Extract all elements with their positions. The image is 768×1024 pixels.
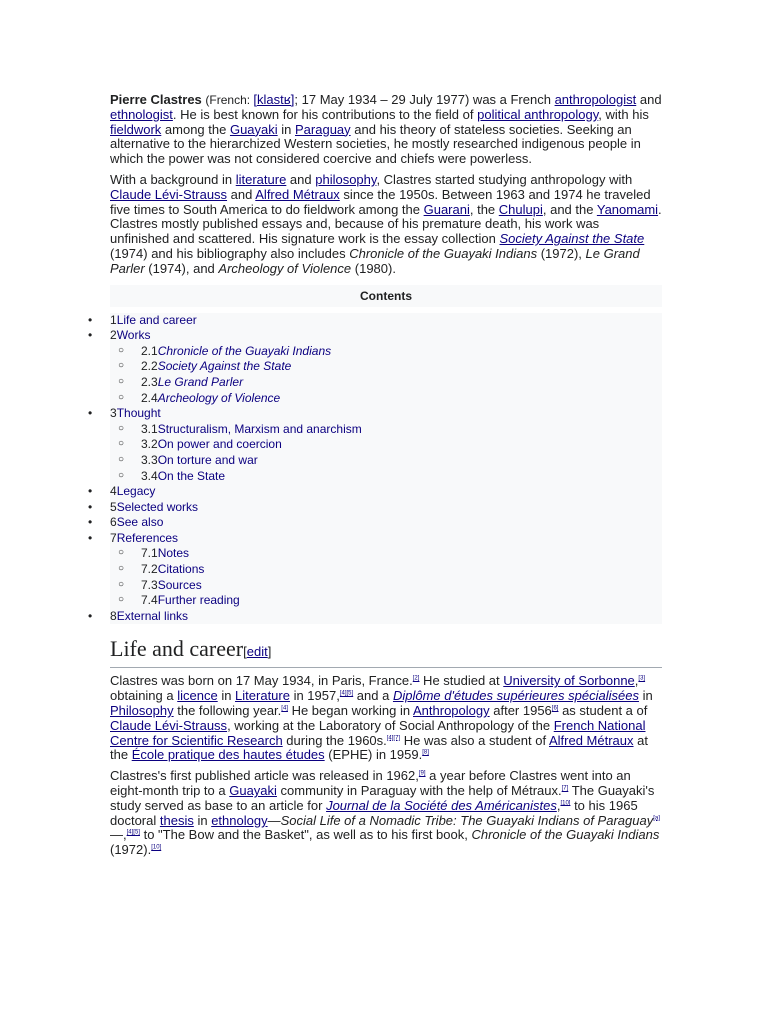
- toc-link[interactable]: Further reading: [157, 593, 240, 608]
- toc-item[interactable]: [88, 515, 662, 531]
- link-chulupi[interactable]: Chulupi: [498, 201, 543, 217]
- link-levi-strauss[interactable]: Claude Lévi-Strauss: [110, 186, 228, 202]
- text: He was also a student of: [400, 732, 549, 748]
- toc-number: 7.1: [141, 546, 158, 561]
- ref-a[interactable]: [a]: [653, 815, 660, 822]
- title-archeology: Archeology of Violence: [218, 260, 352, 276]
- link-licence[interactable]: licence: [177, 688, 218, 704]
- intro-paragraph-1: [110, 93, 662, 167]
- toc-number: 3.4: [141, 468, 158, 483]
- toc-number: 3.2: [141, 437, 158, 452]
- link-anthropology[interactable]: Anthropology: [413, 703, 490, 719]
- link-paraguay[interactable]: Paraguay: [295, 121, 351, 137]
- toc-item-text: [141, 359, 291, 375]
- text: at the: [110, 732, 648, 763]
- bullet-icon: •: [88, 328, 93, 343]
- link-anthropologist[interactable]: anthropologist: [554, 92, 637, 107]
- ref-7[interactable]: [7]: [561, 785, 569, 792]
- circle-bullet-icon: ○: [118, 469, 125, 481]
- ref-4-5[interactable]: [4][5]: [339, 690, 354, 697]
- text: With a background in: [110, 171, 236, 187]
- toc-number: 2.1: [141, 343, 158, 358]
- text: and: [636, 92, 662, 107]
- link-political-anthropology[interactable]: political anthropology: [477, 106, 599, 122]
- text: in: [193, 812, 212, 828]
- title-grand-parler: Le Grand Parler: [110, 245, 640, 276]
- ref-4-5-b[interactable]: [4][5]: [126, 830, 140, 837]
- toc-item[interactable]: [110, 578, 662, 594]
- toc-item[interactable]: [110, 437, 662, 453]
- table-of-contents: [88, 312, 662, 625]
- bullet-icon: •: [88, 499, 93, 514]
- toc-item-text: [141, 562, 204, 578]
- toc-link[interactable]: External links: [116, 608, 189, 623]
- toc-link[interactable]: Structuralism, Marxism and anarchism: [157, 421, 362, 436]
- link-ethnology[interactable]: ethnology: [211, 812, 268, 828]
- toc-number: 2: [110, 328, 117, 343]
- text: in: [277, 121, 295, 137]
- toc-link-italic: Le Grand Parler: [157, 374, 244, 389]
- toc-item[interactable]: [110, 375, 662, 391]
- text: in: [217, 688, 236, 704]
- section-paragraph-1: [110, 674, 662, 763]
- toc-item-text: [110, 484, 155, 500]
- toc-number: 2.2: [141, 359, 158, 374]
- toc-link[interactable]: See also: [116, 515, 164, 530]
- ref-3[interactable]: [3]: [638, 676, 646, 683]
- ref-4-7[interactable]: [4][7]: [386, 735, 401, 742]
- circle-bullet-icon: ○: [118, 422, 125, 434]
- toc-item[interactable]: [88, 608, 662, 625]
- bullet-icon: •: [88, 530, 93, 545]
- link-guayaki-2[interactable]: Guayaki: [229, 783, 277, 799]
- toc-title: Contents: [110, 285, 662, 307]
- section-paragraph-2: [110, 769, 662, 858]
- bullet-icon: •: [88, 515, 93, 530]
- toc-link[interactable]: Citations: [157, 562, 205, 577]
- toc-number: 7.4: [141, 593, 158, 608]
- toc-item-text: [110, 313, 197, 329]
- toc-item-text: [110, 500, 198, 516]
- bullet-icon: •: [88, 484, 93, 499]
- text: after 1956: [489, 703, 552, 719]
- bullet-icon: •: [88, 312, 93, 327]
- link-guarani[interactable]: Guarani: [423, 201, 470, 217]
- text: , with his: [598, 106, 649, 122]
- toc-link[interactable]: On the State: [157, 468, 226, 483]
- toc-number: 6: [110, 515, 117, 530]
- circle-bullet-icon: ○: [118, 594, 125, 606]
- toc-item-text: [141, 469, 225, 485]
- toc-item[interactable]: [110, 344, 662, 360]
- text: —,: [110, 827, 127, 843]
- toc-item[interactable]: [110, 391, 662, 407]
- toc-item[interactable]: [88, 484, 662, 500]
- toc-item-text: [141, 453, 258, 469]
- toc-item[interactable]: [110, 593, 662, 609]
- bullet-icon: •: [88, 608, 93, 623]
- edit-link[interactable]: edit: [246, 644, 268, 660]
- toc-link[interactable]: [158, 344, 331, 358]
- toc-number: 2.4: [141, 390, 158, 405]
- toc-link-italic: Archeology of Violence: [157, 390, 281, 405]
- ref-9[interactable]: [9]: [418, 770, 426, 777]
- toc-item[interactable]: [110, 469, 662, 485]
- text: . He is best known for his contributions to the field of: [172, 106, 478, 122]
- circle-bullet-icon: ○: [118, 453, 125, 465]
- title-society-against: Society Against the State: [499, 231, 645, 247]
- subject-name: Pierre Clastres: [110, 92, 202, 107]
- text: ,: [556, 797, 561, 813]
- toc-number: 2.3: [141, 374, 158, 389]
- text: (EPHE) in 1959.: [324, 747, 423, 763]
- text: to "The Bow and the Basket", as well as to his first book,: [139, 827, 472, 843]
- toc-link-italic: Chronicle of the Guayaki Indians: [157, 343, 332, 358]
- circle-bullet-icon: ○: [118, 344, 125, 356]
- link-fieldwork[interactable]: fieldwork: [110, 121, 162, 137]
- title-chronicle: Chronicle of the Guayaki Indians: [349, 245, 538, 261]
- text: a year before Clastres went into an eight-month trip to a: [110, 768, 631, 799]
- toc-number: 8: [110, 608, 117, 623]
- toc-item[interactable]: [88, 499, 662, 516]
- link-yanomami[interactable]: Yanomami: [596, 201, 659, 217]
- text: and: [227, 186, 256, 202]
- text: in 1957,: [289, 688, 340, 704]
- text: since the 1950s. Between 1963 and 1974 he traveled five times to South America to do fieldwork among the: [110, 186, 651, 217]
- toc-item-text: [141, 437, 282, 453]
- link-diplome[interactable]: [393, 688, 639, 703]
- toc-item-text: [141, 391, 280, 407]
- text: and: [286, 171, 316, 187]
- text: in: [638, 688, 653, 704]
- link-ephe[interactable]: École pratique des hautes études: [131, 747, 325, 763]
- text: (1974) and his bibliography also includes: [110, 245, 350, 261]
- toc-item[interactable]: [110, 422, 662, 438]
- link-journal[interactable]: [326, 798, 557, 813]
- toc-link[interactable]: Works: [116, 328, 151, 343]
- toc-link[interactable]: [158, 375, 243, 389]
- toc-link[interactable]: Legacy: [116, 484, 156, 499]
- toc-link-italic: Society Against the State: [157, 359, 292, 374]
- link-philosophy-2[interactable]: Philosophy: [110, 703, 174, 719]
- toc-item-text: [110, 406, 161, 422]
- link-sorbonne[interactable]: University of Sorbonne: [503, 673, 635, 689]
- link-levi-strauss-2[interactable]: Claude Lévi-Strauss: [110, 717, 228, 733]
- text: , and the: [542, 201, 597, 217]
- text: and his theory of stateless societies. Seeking an alternative to the hierarchized Western societies, he mostly researched indigenous people in which the power was not considered coercive and chiefs were powerless.: [110, 121, 641, 167]
- ipa-link[interactable]: [klastʁ]: [253, 92, 295, 107]
- text: (1980).: [351, 260, 396, 276]
- circle-bullet-icon: ○: [118, 375, 125, 387]
- text: , the: [469, 201, 499, 217]
- toc-link[interactable]: [158, 359, 292, 373]
- text: (1972),: [537, 245, 586, 261]
- toc-item[interactable]: [88, 530, 662, 547]
- text: , Clastres started studying anthropology with: [376, 171, 633, 187]
- toc-link[interactable]: Notes: [157, 546, 190, 561]
- toc-number: 7.2: [141, 562, 158, 577]
- text: Clastres's first published article was released in 1962,: [110, 768, 419, 784]
- toc-number: 3.3: [141, 452, 158, 467]
- title-chronicle-2: Chronicle of the Guayaki Indians: [471, 827, 660, 843]
- toc-number: 5: [110, 499, 117, 514]
- toc-item[interactable]: [88, 328, 662, 344]
- toc-link[interactable]: Selected works: [116, 499, 199, 514]
- text: He studied at: [419, 673, 504, 689]
- circle-bullet-icon: ○: [118, 578, 125, 590]
- ref-10-b[interactable]: [10]: [151, 844, 162, 851]
- french-label: (French:: [205, 93, 254, 107]
- circle-bullet-icon: ○: [118, 563, 125, 575]
- link-metraux[interactable]: Alfred Métraux: [255, 186, 340, 202]
- toc-item-text: [110, 609, 188, 625]
- toc-number: 4: [110, 484, 117, 499]
- text: community in Paraguay with the help of Métraux.: [276, 783, 562, 799]
- text: , working at the Laboratory of Social Anthropology of the: [227, 717, 554, 733]
- toc-item[interactable]: [88, 312, 662, 329]
- toc-item-text: [110, 328, 150, 344]
- toc-item-text: [141, 578, 202, 594]
- text: ,: [634, 673, 639, 689]
- section-heading-life-and-career: [110, 636, 662, 668]
- link-society-against-the-state[interactable]: [499, 231, 644, 246]
- text: and a: [353, 688, 393, 704]
- title-journal: Journal de la Société des Américanistes: [326, 797, 557, 813]
- toc-number: 7.3: [141, 577, 158, 592]
- text: as student a of: [558, 703, 648, 719]
- toc-item[interactable]: [110, 562, 662, 578]
- ref-4[interactable]: [4]: [281, 705, 288, 712]
- circle-bullet-icon: ○: [118, 360, 125, 372]
- toc-item[interactable]: [110, 546, 662, 562]
- text: He began working in: [287, 703, 413, 719]
- intro-paragraph-2: [110, 173, 662, 277]
- title-social-life: Social Life of a Nomadic Tribe: The Guayaki Indians of Paraguay: [280, 812, 654, 828]
- toc-item[interactable]: [110, 453, 662, 469]
- ref-8[interactable]: [8]: [422, 750, 429, 757]
- link-cnrs[interactable]: French National Centre for Scientific Research: [110, 717, 646, 748]
- heading-text: Life and career: [110, 636, 244, 662]
- toc-item[interactable]: [88, 406, 662, 422]
- edit-section: [243, 644, 271, 659]
- toc-link[interactable]: On power and coercion: [157, 437, 282, 452]
- toc-item-text: [141, 593, 240, 609]
- title-diplome: Diplôme d'études supérieures spécialisées: [392, 688, 639, 704]
- ref-2[interactable]: [2]: [412, 676, 420, 683]
- link-literature-2[interactable]: Literature: [235, 688, 290, 704]
- toc-link[interactable]: Thought: [116, 406, 161, 421]
- link-metraux-2[interactable]: Alfred Métraux: [548, 732, 634, 748]
- text: The Guayaki's study served as base to an article for: [110, 783, 655, 813]
- ref-6[interactable]: [6]: [551, 705, 559, 712]
- edit-bracket-close: ]: [267, 644, 272, 660]
- toc-item-text: [141, 344, 331, 360]
- text: (1972).: [110, 842, 152, 858]
- toc-item-text: [110, 515, 163, 531]
- toc-number: 7: [110, 530, 117, 545]
- link-thesis[interactable]: thesis: [159, 812, 194, 828]
- article-body: [88, 92, 662, 864]
- toc-item-text: [141, 422, 362, 438]
- toc-item-text: [141, 375, 243, 391]
- toc-link[interactable]: On torture and war: [157, 452, 258, 467]
- toc-item[interactable]: [110, 359, 662, 375]
- link-literature[interactable]: literature: [235, 171, 287, 187]
- text: the following year.: [173, 703, 282, 719]
- circle-bullet-icon: ○: [118, 547, 125, 559]
- circle-bullet-icon: ○: [118, 391, 125, 403]
- text: . Clastres mostly published essays and, because of his premature death, his work was unfinished and scattered. His signature work is the essay collection: [110, 201, 662, 247]
- bullet-icon: •: [88, 406, 93, 421]
- toc-link[interactable]: Life and career: [116, 312, 197, 327]
- link-guayaki[interactable]: Guayaki: [229, 121, 278, 137]
- text: (1974), and: [144, 260, 219, 276]
- ref-10[interactable]: [10]: [560, 800, 571, 807]
- text: Clastres was born on 17 May 1934, in Paris, France.: [110, 673, 413, 689]
- toc-number: 3: [110, 406, 117, 421]
- toc-number: 1: [110, 312, 117, 327]
- text: to his 1965 doctoral: [110, 797, 638, 828]
- circle-bullet-icon: ○: [118, 438, 125, 450]
- text: ; 17 May 1934 – 29 July 1977) was a French: [294, 92, 555, 107]
- toc-item-text: [110, 531, 178, 547]
- link-ethnologist[interactable]: ethnologist: [110, 106, 173, 122]
- link-philosophy[interactable]: philosophy: [315, 171, 377, 187]
- toc-link[interactable]: [158, 391, 281, 405]
- toc-link[interactable]: References: [116, 530, 179, 545]
- toc-number: 3.1: [141, 421, 158, 436]
- text: among the: [161, 121, 230, 137]
- toc-link[interactable]: Sources: [157, 577, 202, 592]
- text: during the 1960s.: [282, 732, 387, 748]
- text: —: [267, 812, 281, 828]
- text: obtaining a: [110, 688, 178, 704]
- toc-item-text: [141, 546, 189, 562]
- edit-bracket-open: [: [243, 644, 247, 660]
